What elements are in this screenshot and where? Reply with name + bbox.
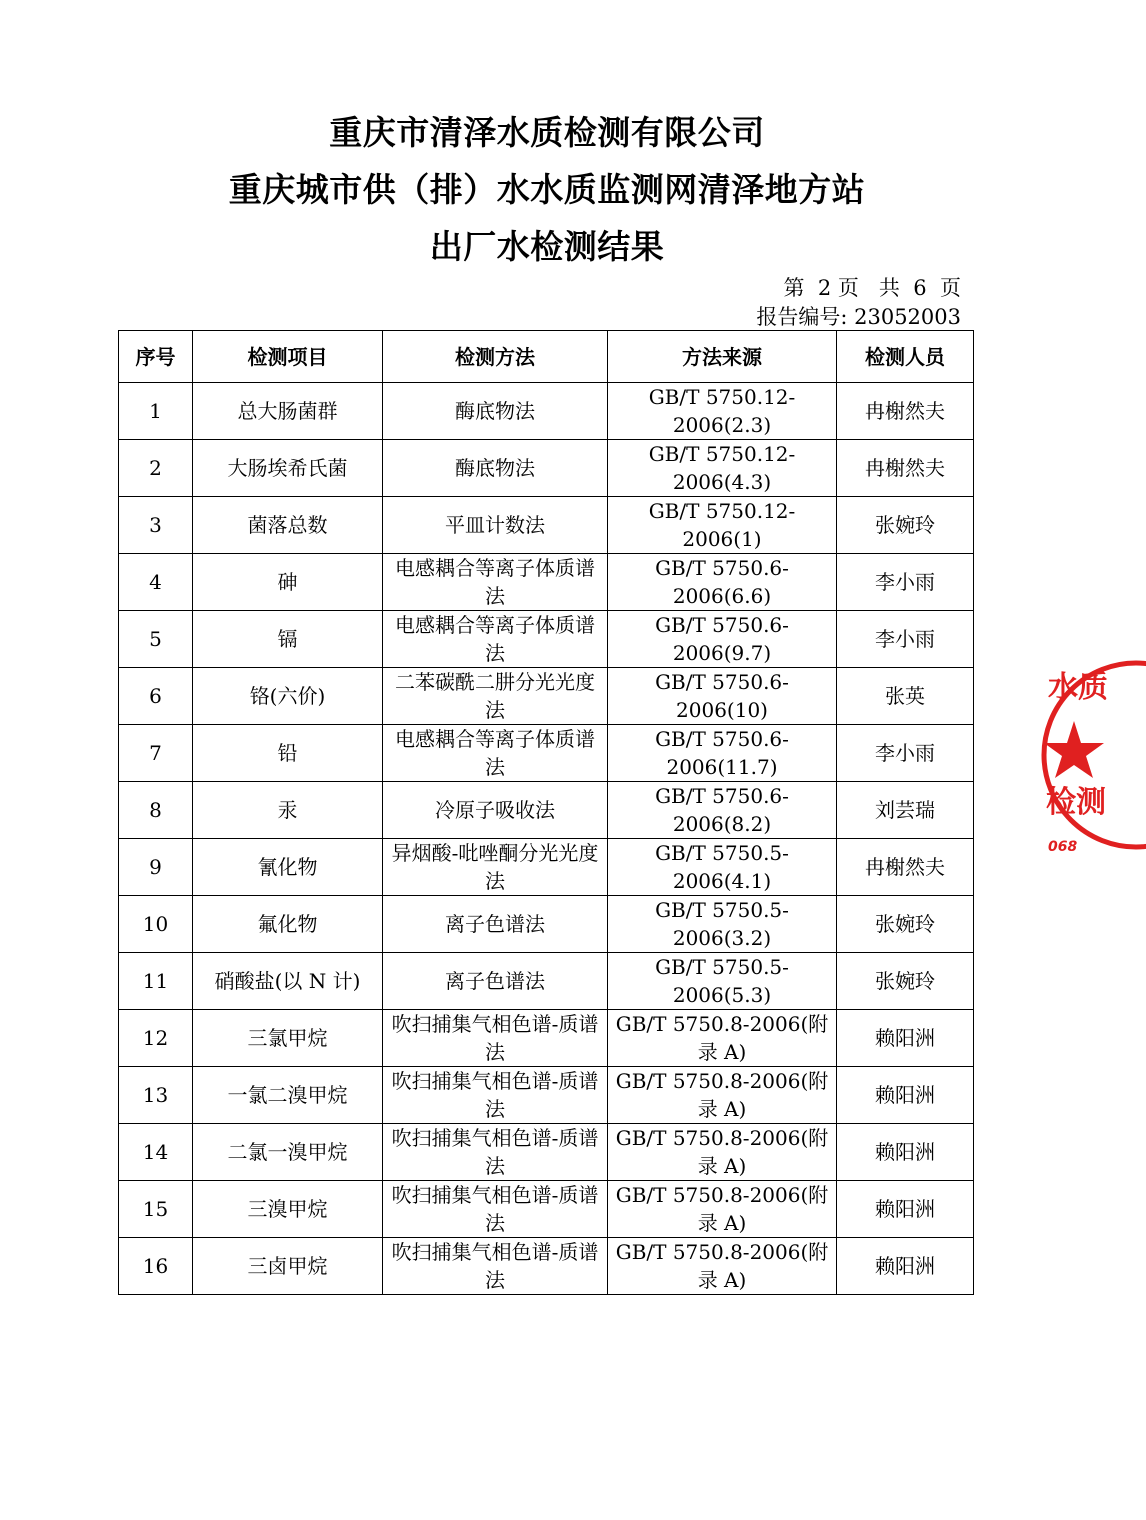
cell-item: 三卤甲烷 xyxy=(193,1238,383,1295)
cell-person: 刘芸瑞 xyxy=(837,782,974,839)
cell-method: 吹扫捕集气相色谱-质谱法 xyxy=(383,1010,608,1067)
cell-source: GB/T 5750.6-2006(9.7) xyxy=(608,611,837,668)
cell-person: 赖阳洲 xyxy=(837,1010,974,1067)
cell-person: 冉榭然夫 xyxy=(837,839,974,896)
cell-no: 6 xyxy=(119,668,193,725)
table-row xyxy=(119,1010,974,1067)
column-header-no: 序号 xyxy=(119,331,193,383)
column-header-source: 方法来源 xyxy=(608,331,837,383)
table-row xyxy=(119,953,974,1010)
cell-source: GB/T 5750.8-2006(附录 A) xyxy=(608,1181,837,1238)
cell-method: 吹扫捕集气相色谱-质谱法 xyxy=(383,1181,608,1238)
table-row xyxy=(119,383,974,440)
cell-no: 8 xyxy=(119,782,193,839)
cell-source: GB/T 5750.8-2006(附录 A) xyxy=(608,1124,837,1181)
cell-method: 酶底物法 xyxy=(383,440,608,497)
page-indicator: 第 2 页 共 6 页 xyxy=(783,276,961,300)
table-row xyxy=(119,497,974,554)
cell-method: 二苯碳酰二肼分光光度法 xyxy=(383,668,608,725)
cell-no: 3 xyxy=(119,497,193,554)
table-row xyxy=(119,782,974,839)
cell-person: 张婉玲 xyxy=(837,896,974,953)
cell-source: GB/T 5750.8-2006(附录 A) xyxy=(608,1067,837,1124)
cell-method: 冷原子吸收法 xyxy=(383,782,608,839)
cell-item: 总大肠菌群 xyxy=(193,383,383,440)
cell-method: 异烟酸-吡唑酮分光光度法 xyxy=(383,839,608,896)
cell-method: 离子色谱法 xyxy=(383,896,608,953)
cell-source: GB/T 5750.12-2006(4.3) xyxy=(608,440,837,497)
cell-item: 铬(六价) xyxy=(193,668,383,725)
cell-person: 李小雨 xyxy=(837,725,974,782)
cell-no: 16 xyxy=(119,1238,193,1295)
cell-method: 电感耦合等离子体质谱法 xyxy=(383,611,608,668)
cell-no: 15 xyxy=(119,1181,193,1238)
cell-item: 砷 xyxy=(193,554,383,611)
cell-source: GB/T 5750.8-2006(附录 A) xyxy=(608,1010,837,1067)
cell-no: 4 xyxy=(119,554,193,611)
cell-no: 1 xyxy=(119,383,193,440)
table-row xyxy=(119,896,974,953)
cell-person: 冉榭然夫 xyxy=(837,383,974,440)
cell-source: GB/T 5750.5-2006(3.2) xyxy=(608,896,837,953)
table-row xyxy=(119,839,974,896)
cell-person: 张婉玲 xyxy=(837,953,974,1010)
column-header-method: 检测方法 xyxy=(383,331,608,383)
cell-source: GB/T 5750.6-2006(11.7) xyxy=(608,725,837,782)
table-header-row xyxy=(119,331,974,383)
cell-item: 三氯甲烷 xyxy=(193,1010,383,1067)
cell-item: 硝酸盐(以 N 计) xyxy=(193,953,383,1010)
cell-person: 李小雨 xyxy=(837,554,974,611)
table-row xyxy=(119,1238,974,1295)
cell-method: 吹扫捕集气相色谱-质谱法 xyxy=(383,1238,608,1295)
cell-method: 吹扫捕集气相色谱-质谱法 xyxy=(383,1067,608,1124)
cell-source: GB/T 5750.6-2006(6.6) xyxy=(608,554,837,611)
red-seal-stamp xyxy=(1036,655,1146,855)
cell-no: 12 xyxy=(119,1010,193,1067)
table-row xyxy=(119,1181,974,1238)
cell-person: 赖阳洲 xyxy=(837,1067,974,1124)
table-row xyxy=(119,725,974,782)
table-row xyxy=(119,440,974,497)
table-row xyxy=(119,1124,974,1181)
report-number: 报告编号: 23052003 xyxy=(756,305,961,329)
company-name: 重庆市清泽水质检测有限公司 xyxy=(329,113,765,152)
cell-item: 一氯二溴甲烷 xyxy=(193,1067,383,1124)
cell-no: 9 xyxy=(119,839,193,896)
cell-source: GB/T 5750.12-2006(2.3) xyxy=(608,383,837,440)
cell-source: GB/T 5750.6-2006(10) xyxy=(608,668,837,725)
cell-person: 张英 xyxy=(837,668,974,725)
cell-source: GB/T 5750.5-2006(4.1) xyxy=(608,839,837,896)
cell-person: 赖阳洲 xyxy=(837,1238,974,1295)
cell-source: GB/T 5750.8-2006(附录 A) xyxy=(608,1238,837,1295)
column-header-person: 检测人员 xyxy=(837,331,974,383)
cell-method: 平皿计数法 xyxy=(383,497,608,554)
cell-person: 张婉玲 xyxy=(837,497,974,554)
table-row xyxy=(119,668,974,725)
seal-text-bottom: 检测 xyxy=(1046,785,1106,820)
cell-item: 氰化物 xyxy=(193,839,383,896)
cell-person: 赖阳洲 xyxy=(837,1124,974,1181)
table-row xyxy=(119,611,974,668)
station-name: 重庆城市供（排）水水质监测网清泽地方站 xyxy=(228,170,866,209)
cell-item: 汞 xyxy=(193,782,383,839)
cell-no: 2 xyxy=(119,440,193,497)
table-row xyxy=(119,1067,974,1124)
column-header-item: 检测项目 xyxy=(193,331,383,383)
seal-digits: 068 xyxy=(1048,839,1078,855)
cell-source: GB/T 5750.5-2006(5.3) xyxy=(608,953,837,1010)
cell-item: 铅 xyxy=(193,725,383,782)
cell-item: 镉 xyxy=(193,611,383,668)
cell-person: 冉榭然夫 xyxy=(837,440,974,497)
table-row xyxy=(119,554,974,611)
cell-no: 10 xyxy=(119,896,193,953)
results-table xyxy=(118,330,974,1295)
seal-text-top: 水质 xyxy=(1048,670,1108,705)
cell-method: 电感耦合等离子体质谱法 xyxy=(383,725,608,782)
cell-source: GB/T 5750.6-2006(8.2) xyxy=(608,782,837,839)
cell-no: 14 xyxy=(119,1124,193,1181)
seal-star-icon xyxy=(1044,721,1104,778)
cell-item: 三溴甲烷 xyxy=(193,1181,383,1238)
cell-item: 菌落总数 xyxy=(193,497,383,554)
cell-no: 11 xyxy=(119,953,193,1010)
cell-source: GB/T 5750.12-2006(1) xyxy=(608,497,837,554)
cell-no: 13 xyxy=(119,1067,193,1124)
cell-method: 酶底物法 xyxy=(383,383,608,440)
cell-item: 大肠埃希氏菌 xyxy=(193,440,383,497)
report-title: 出厂水检测结果 xyxy=(429,227,665,266)
cell-method: 吹扫捕集气相色谱-质谱法 xyxy=(383,1124,608,1181)
cell-method: 离子色谱法 xyxy=(383,953,608,1010)
cell-item: 氟化物 xyxy=(193,896,383,953)
cell-person: 李小雨 xyxy=(837,611,974,668)
cell-person: 赖阳洲 xyxy=(837,1181,974,1238)
cell-no: 7 xyxy=(119,725,193,782)
cell-method: 电感耦合等离子体质谱法 xyxy=(383,554,608,611)
cell-no: 5 xyxy=(119,611,193,668)
cell-item: 二氯一溴甲烷 xyxy=(193,1124,383,1181)
